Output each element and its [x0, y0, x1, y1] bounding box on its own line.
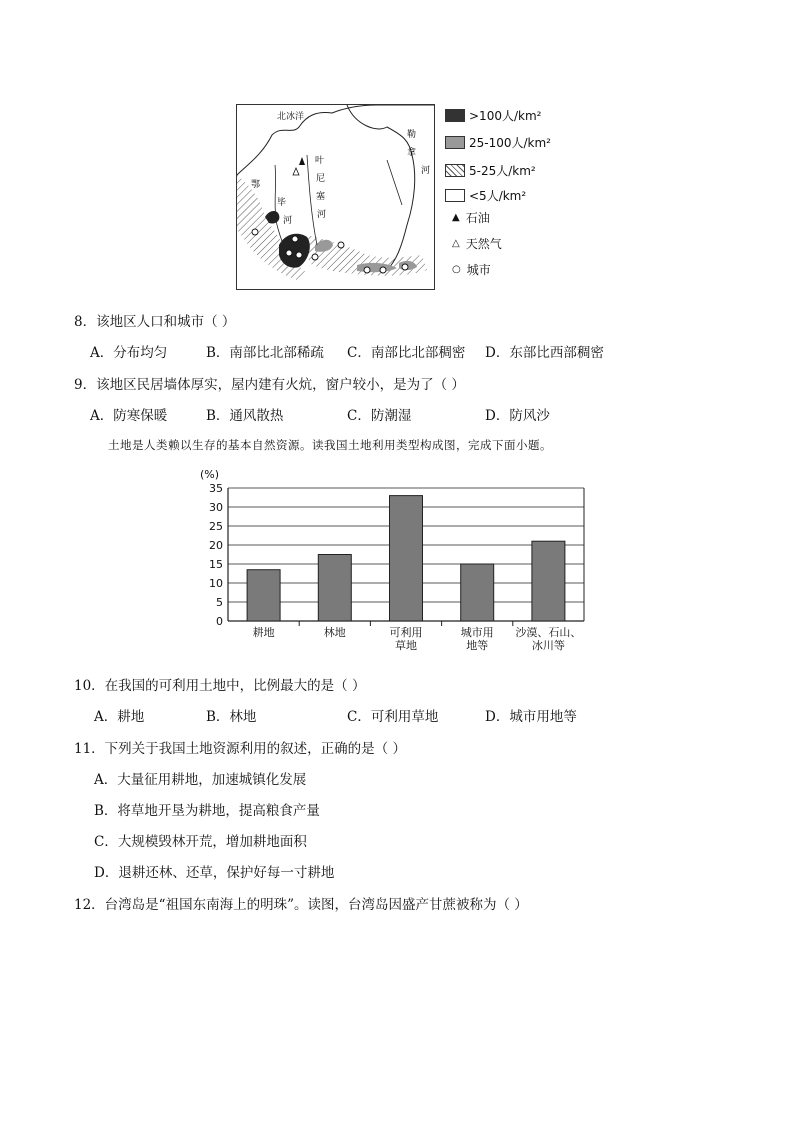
map-label-ocean: 北冰洋 — [277, 112, 305, 122]
y-tick-label: 30 — [209, 501, 223, 514]
oil-icon — [299, 157, 305, 165]
y-axis-label: (%) — [200, 468, 220, 481]
x-tick-label: 草地 — [395, 639, 417, 652]
legend-label: >100人/km² — [469, 109, 542, 123]
q11-option-c[interactable]: C．大规模毁林开荒，增加耕地面积 — [94, 834, 307, 850]
city-icon — [402, 264, 408, 270]
land-use-chart — [196, 464, 596, 656]
q11-option-a[interactable]: A．大量征用耕地，加速城镇化发展 — [94, 772, 307, 788]
legend-swatch-white — [445, 189, 465, 202]
legend-label: 25-100人/km² — [469, 136, 551, 150]
bar — [532, 541, 565, 621]
intro-text: 土地是人类赖以生存的基本自然资源。读我国土地利用类型构成图，完成下面小题。 — [108, 438, 552, 452]
x-tick-label: 林地 — [323, 626, 346, 639]
map-label: 河 — [283, 216, 293, 226]
q10-option-b[interactable]: B．林地 — [206, 709, 257, 725]
legend-dark — [445, 107, 541, 124]
q10-option-d[interactable]: D．城市用地等 — [485, 709, 577, 725]
x-tick-label: 可利用 — [389, 626, 423, 639]
gas-icon — [293, 168, 299, 175]
bar — [247, 570, 280, 621]
legend-swatch-gray — [445, 136, 465, 149]
x-tick-label: 耕地 — [252, 626, 275, 639]
city-icon — [296, 252, 302, 258]
map-label: 勒 — [407, 130, 417, 140]
legend-city — [452, 261, 491, 278]
legend-label: 石油 — [465, 211, 490, 225]
x-tick-label: 城市用 — [460, 626, 494, 639]
population-map — [236, 104, 435, 290]
map-label: 毕 — [277, 198, 287, 208]
question-8-stem: 8．该地区人口和城市（ ） — [74, 314, 236, 330]
q8-option-a[interactable]: A．分布均匀 — [90, 345, 168, 361]
question-9-stem: 9．该地区民居墙体厚实，屋内建有火炕，窗户较小，是为了（ ） — [74, 377, 465, 393]
q9-option-d[interactable]: D．防风沙 — [485, 408, 550, 424]
map-label: 拿 — [407, 148, 417, 158]
y-tick-label: 25 — [209, 520, 223, 533]
bar — [390, 496, 423, 621]
legend-label: 5-25人/km² — [469, 164, 536, 178]
legend-oil — [452, 209, 490, 226]
q8-option-c[interactable]: C．南部比北部稠密 — [347, 345, 466, 361]
oil-icon: ▲ — [452, 212, 460, 223]
q10-option-a[interactable]: A．耕地 — [94, 709, 145, 725]
x-tick-label: 沙漠、石山、 — [515, 626, 582, 639]
city-icon — [286, 250, 292, 256]
q9-option-a[interactable]: A．防寒保暖 — [90, 408, 168, 424]
city-icon — [364, 267, 370, 273]
bar — [461, 564, 494, 621]
y-tick-label: 15 — [209, 558, 223, 571]
gas-icon: △ — [452, 238, 460, 249]
city-icon — [312, 254, 318, 260]
question-10-stem: 10．在我国的可利用土地中，比例最大的是（ ） — [74, 678, 366, 694]
y-tick-label: 10 — [209, 577, 223, 590]
y-tick-label: 35 — [209, 482, 223, 495]
legend-hatch — [445, 162, 536, 179]
map-drawing — [237, 105, 434, 289]
city-icon — [338, 242, 344, 248]
city-icon — [380, 267, 386, 273]
q9-option-b[interactable]: B．通风散热 — [206, 408, 284, 424]
coast-lena — [387, 160, 402, 205]
q10-option-c[interactable]: C．可利用草地 — [347, 709, 439, 725]
legend-white — [445, 187, 526, 204]
question-12-stem: 12．台湾岛是“祖国东南海上的明珠”。读图，台湾岛因盛产甘蔗被称为（ ） — [74, 897, 528, 913]
x-tick-label: 地等 — [466, 639, 489, 652]
map-label: 塞 — [316, 192, 326, 202]
bar-chart-svg — [196, 464, 596, 656]
q8-option-d[interactable]: D．东部比西部稠密 — [485, 345, 604, 361]
map-label: 河 — [317, 210, 327, 220]
map-label: 鄂 — [251, 180, 261, 190]
city-icon: ○ — [452, 264, 461, 275]
bar — [318, 555, 351, 622]
legend-label: <5人/km² — [469, 189, 527, 203]
y-tick-label: 0 — [216, 615, 223, 628]
legend-gas — [452, 235, 502, 252]
coastline — [237, 105, 434, 175]
map-label: 叶 — [315, 156, 325, 166]
q11-option-d[interactable]: D．退耕还林、还草，保护好每一寸耕地 — [94, 865, 335, 881]
q8-option-b[interactable]: B．南部比北部稀疏 — [206, 345, 324, 361]
legend-label: 城市 — [466, 263, 491, 277]
city-icon — [252, 229, 258, 235]
y-tick-label: 5 — [216, 596, 223, 609]
city-icon — [292, 236, 298, 242]
legend-swatch-dark — [445, 109, 465, 122]
q11-option-b[interactable]: B．将草地开垦为耕地，提高粮食产量 — [94, 803, 320, 819]
legend-label: 天然气 — [465, 237, 502, 251]
q9-option-c[interactable]: C．防潮湿 — [347, 408, 412, 424]
legend-gray — [445, 134, 551, 151]
y-tick-label: 20 — [209, 539, 223, 552]
map-label: 河 — [421, 166, 431, 176]
legend-swatch-hatch — [445, 164, 465, 177]
map-label: 尼 — [316, 174, 326, 184]
coast-north — [347, 105, 415, 270]
question-11-stem: 11．下列关于我国土地资源利用的叙述，正确的是（ ） — [74, 741, 406, 757]
x-tick-label: 冰川等 — [531, 639, 565, 652]
